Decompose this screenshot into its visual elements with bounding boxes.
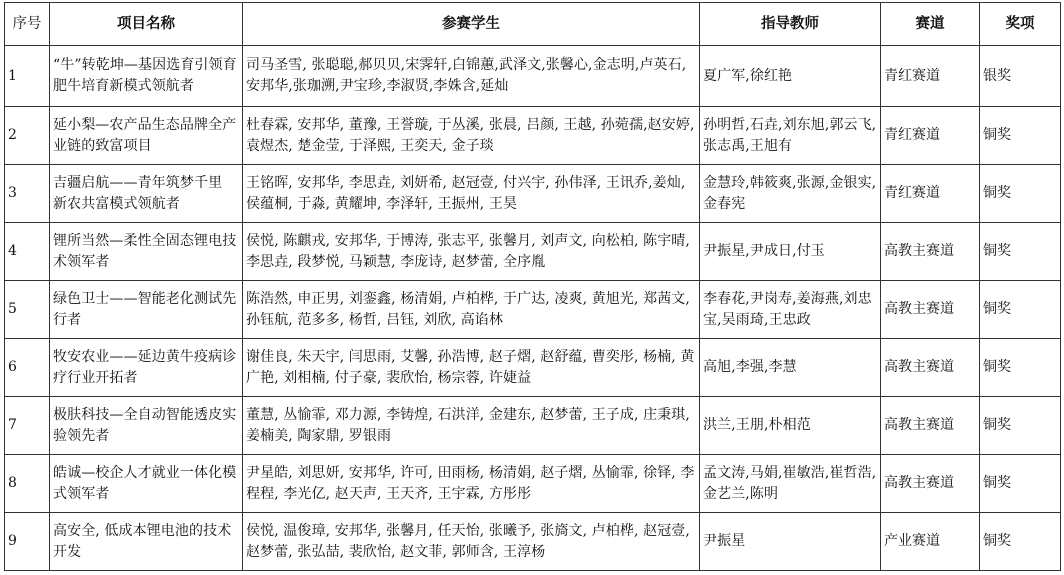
- cell-students: 侯悦, 陈麒戎, 安邦华, 于博涛, 张志平, 张馨月, 刘声文, 向松柏, 陈宇晴, 李思垚, 段梦悦, 马颖慧, 李庞诗, 赵梦蕾, 全序胤: [243, 223, 700, 281]
- cell-index: 1: [5, 46, 50, 107]
- header-award: 奖项: [980, 3, 1061, 46]
- cell-project: 绿色卫士——智能老化测试先行者: [50, 281, 243, 339]
- cell-track: 高教主赛道: [881, 339, 980, 397]
- cell-advisors: 洪兰,王朋,朴相范: [700, 397, 881, 455]
- cell-project: 吉疆启航——青年筑梦千里 新农共富模式领航者: [50, 165, 243, 223]
- cell-award: 银奖: [980, 46, 1061, 107]
- table-row: [5, 455, 1061, 513]
- cell-award: 铜奖: [980, 455, 1061, 513]
- cell-project: 皓诚—校企人才就业一体化模式领军者: [50, 455, 243, 513]
- cell-advisors: 夏广军,徐红艳: [700, 46, 881, 107]
- cell-award: 铜奖: [980, 281, 1061, 339]
- table-body: [5, 46, 1061, 571]
- cell-students: 尹星皓, 刘思妍, 安邦华, 许可, 田雨杨, 杨清娟, 赵子熠, 丛愉霏, 徐铎, 李程程, 李光亿, 赵天声, 王天齐, 王宇霖, 方彤彤: [243, 455, 700, 513]
- header-track: 赛道: [881, 3, 980, 46]
- cell-award: 铜奖: [980, 397, 1061, 455]
- cell-index: 8: [5, 455, 50, 513]
- cell-award: 铜奖: [980, 513, 1061, 571]
- cell-students: 董慧, 丛愉霏, 邓力源, 李铸煌, 石洪洋, 金建东, 赵梦蕾, 王子成, 庄秉琪, 姜楠美, 陶家鼎, 罗银雨: [243, 397, 700, 455]
- cell-advisors: 金慧玲,韩筱爽,张源,金银实,金春宪: [700, 165, 881, 223]
- cell-award: 铜奖: [980, 223, 1061, 281]
- table-row: [5, 339, 1061, 397]
- cell-track: 高教主赛道: [881, 397, 980, 455]
- cell-index: 2: [5, 107, 50, 165]
- cell-award: 铜奖: [980, 339, 1061, 397]
- cell-advisors: 李春花,尹岗寿,姜海燕,刘忠宝,吴雨琦,王忠政: [700, 281, 881, 339]
- table-header: [5, 3, 1061, 46]
- cell-advisors: 孙明哲,石垚,刘东旭,郭云飞,张志禹,王旭有: [700, 107, 881, 165]
- cell-index: 4: [5, 223, 50, 281]
- cell-project: 锂所当然—柔性全固态锂电技术领军者: [50, 223, 243, 281]
- header-advisors: 指导教师: [700, 3, 881, 46]
- cell-advisors: 尹振星,尹成日,付玉: [700, 223, 881, 281]
- awards-table: [4, 2, 1061, 571]
- cell-students: 侯悦, 温俊璋, 安邦华, 张馨月, 任天怡, 张曦予, 张旖文, 卢柏桦, 赵冠壹, 赵梦蕾, 张弘喆, 裴欣怡, 赵文菲, 郭师含, 王淳杨: [243, 513, 700, 571]
- header-students: 参赛学生: [243, 3, 700, 46]
- cell-advisors: 高旭,李强,李慧: [700, 339, 881, 397]
- cell-track: 高教主赛道: [881, 455, 980, 513]
- cell-track: 青红赛道: [881, 107, 980, 165]
- table-row: [5, 281, 1061, 339]
- cell-project: “牛”转乾坤—基因选育引领育肥牛培育新模式领航者: [50, 46, 243, 107]
- table-row: [5, 165, 1061, 223]
- cell-students: 陈浩然, 申正男, 刘銮鑫, 杨清娟, 卢柏桦, 于广达, 凌爽, 黄旭光, 郑茜文, 孙钰航, 范多多, 杨哲, 吕钰, 刘欣, 高谄林: [243, 281, 700, 339]
- cell-students: 王铭晖, 安邦华, 李思垚, 刘妍希, 赵冠壹, 付兴宇, 孙伟泽, 王讯乔,姜灿, 侯蕴桐, 于淼, 黄耀坤, 李泽轩, 王振州, 王昊: [243, 165, 700, 223]
- cell-award: 铜奖: [980, 107, 1061, 165]
- cell-students: 杜春霖, 安邦华, 董豫, 王誉璇, 于丛溪, 张晨, 吕颜, 王越, 孙菀孺,赵安婷, 袁煜杰, 楚金莹, 于泽熙, 王奕天, 金子琰: [243, 107, 700, 165]
- cell-project: 牧安农业——延边黄牛疫病诊疗行业开拓者: [50, 339, 243, 397]
- cell-track: 高教主赛道: [881, 223, 980, 281]
- cell-project: 极肤科技—全自动智能透皮实验领先者: [50, 397, 243, 455]
- cell-index: 7: [5, 397, 50, 455]
- table-row: [5, 223, 1061, 281]
- cell-track: 青红赛道: [881, 165, 980, 223]
- table-row: [5, 107, 1061, 165]
- header-row: [5, 3, 1061, 46]
- cell-students: 谢佳良, 朱天宇, 闫思雨, 艾馨, 孙浩博, 赵子熠, 赵舒蕴, 曹奕彤, 杨楠, 黄广艳, 刘相楠, 付子豪, 裴欣怡, 杨宗蓉, 许婕益: [243, 339, 700, 397]
- cell-project: 延小梨—农产品生态品牌全产业链的致富项目: [50, 107, 243, 165]
- cell-award: 铜奖: [980, 165, 1061, 223]
- cell-track: 青红赛道: [881, 46, 980, 107]
- cell-index: 9: [5, 513, 50, 571]
- cell-advisors: 孟文涛,马娟,崔敏浩,崔哲浩,金艺兰,陈明: [700, 455, 881, 513]
- cell-index: 6: [5, 339, 50, 397]
- header-project: 项目名称: [50, 3, 243, 46]
- header-index: 序号: [5, 3, 50, 46]
- cell-advisors: 尹振星: [700, 513, 881, 571]
- cell-index: 3: [5, 165, 50, 223]
- cell-students: 司马圣雪, 张聪聪,郝贝贝,宋霁轩,白锦蕙,武泽文,张馨心,金志明,卢英石,安邦华,张珈溯,尹宝珍,李淑贤,李姝含,延灿: [243, 46, 700, 107]
- table-row: [5, 397, 1061, 455]
- table-row: [5, 46, 1061, 107]
- cell-project: 高安全, 低成本锂电池的技术开发: [50, 513, 243, 571]
- cell-index: 5: [5, 281, 50, 339]
- table-row: [5, 513, 1061, 571]
- cell-track: 高教主赛道: [881, 281, 980, 339]
- cell-track: 产业赛道: [881, 513, 980, 571]
